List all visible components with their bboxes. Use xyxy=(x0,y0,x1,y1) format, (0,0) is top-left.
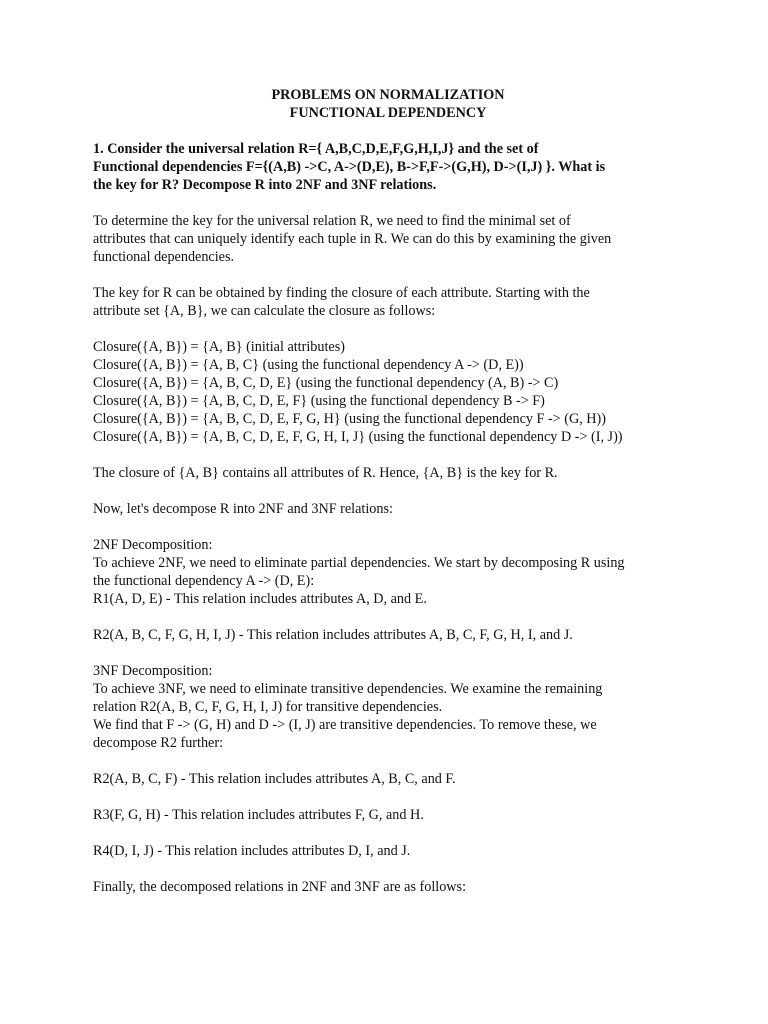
nf3-section xyxy=(93,662,683,752)
nf2-r1: R1(A, D, E) - This relation includes attributes A, D, and E. xyxy=(93,591,427,607)
closure-intro-line-2: attribute set {A, B}, we can calculate the closure as follows: xyxy=(93,303,436,319)
closure-line-4: Closure({A, B}) = {A, B, C, D, E, F} (using the functional dependency B -> F) xyxy=(93,393,545,409)
question-line-1: 1. Consider the universal relation R={ A,B,C,D,E,F,G,H,I,J} and the set of xyxy=(93,141,539,157)
spacer xyxy=(93,122,683,140)
title-line-1: PROBLEMS ON NORMALIZATION xyxy=(271,87,505,103)
final-line: Finally, the decomposed relations in 2NF and 3NF are as follows: xyxy=(93,879,467,895)
document-body xyxy=(93,86,683,896)
closure-line-1: Closure({A, B}) = {A, B} (initial attributes) xyxy=(93,339,345,355)
nf2-line-2: the functional dependency A -> (D, E): xyxy=(93,573,315,589)
spacer xyxy=(93,824,683,842)
nf3-line-2: relation R2(A, B, C, F, G, H, I, J) for transitive dependencies. xyxy=(93,699,443,715)
question xyxy=(93,140,683,194)
spacer xyxy=(93,518,683,536)
question-line-2: Functional dependencies F={(A,B) ->C, A->(D,E), B->F,F->(G,H), D->(I,J) }. What is xyxy=(93,159,606,175)
nf3-heading: 3NF Decomposition: xyxy=(93,663,213,679)
spacer xyxy=(93,446,683,464)
closure-intro-line-1: The key for R can be obtained by finding the closure of each attribute. Starting with the xyxy=(93,285,590,301)
intro-line-3: functional dependencies. xyxy=(93,249,235,265)
closure-line-2: Closure({A, B}) = {A, B, C} (using the functional dependency A -> (D, E)) xyxy=(93,357,524,373)
decompose-intro: Now, let's decompose R into 2NF and 3NF relations: xyxy=(93,501,393,517)
spacer xyxy=(93,788,683,806)
nf2-r2: R2(A, B, C, F, G, H, I, J) - This relation includes attributes A, B, C, F, G, H, I, and J. xyxy=(93,627,573,643)
closure-line-6: Closure({A, B}) = {A, B, C, D, E, F, G, H, I, J} (using the functional dependency D -> (I, J)) xyxy=(93,429,623,445)
title-line-2: FUNCTIONAL DEPENDENCY xyxy=(289,105,487,121)
closure-line-3: Closure({A, B}) = {A, B, C, D, E} (using the functional dependency (A, B) -> C) xyxy=(93,375,559,391)
spacer xyxy=(93,266,683,284)
spacer xyxy=(93,860,683,878)
spacer xyxy=(93,752,683,770)
question-line-3: the key for R? Decompose R into 2NF and 3NF relations. xyxy=(93,177,437,193)
nf2-section xyxy=(93,536,683,608)
nf3-line-3: We find that F -> (G, H) and D -> (I, J) are transitive dependencies. To remove these, we xyxy=(93,717,597,733)
spacer xyxy=(93,644,683,662)
closure-conclusion: The closure of {A, B} contains all attributes of R. Hence, {A, B} is the key for R. xyxy=(93,465,558,481)
closure-list xyxy=(93,338,683,446)
spacer xyxy=(93,320,683,338)
closure-line-5: Closure({A, B}) = {A, B, C, D, E, F, G, H} (using the functional dependency F -> (G, H)) xyxy=(93,411,606,427)
intro-paragraph xyxy=(93,212,683,266)
nf3-r2: R2(A, B, C, F) - This relation includes attributes A, B, C, and F. xyxy=(93,771,456,787)
nf2-heading: 2NF Decomposition: xyxy=(93,537,213,553)
nf3-r3: R3(F, G, H) - This relation includes attributes F, G, and H. xyxy=(93,807,424,823)
intro-line-2: attributes that can uniquely identify each tuple in R. We can do this by examining the given xyxy=(93,231,612,247)
nf3-line-1: To achieve 3NF, we need to eliminate transitive dependencies. We examine the remaining xyxy=(93,681,603,697)
spacer xyxy=(93,608,683,626)
nf2-line-1: To achieve 2NF, we need to eliminate partial dependencies. We start by decomposing R using xyxy=(93,555,625,571)
intro-line-1: To determine the key for the universal relation R, we need to find the minimal set of xyxy=(93,213,571,229)
nf3-r4: R4(D, I, J) - This relation includes attributes D, I, and J. xyxy=(93,843,411,859)
spacer xyxy=(93,482,683,500)
closure-intro-paragraph xyxy=(93,284,683,320)
document-title xyxy=(93,86,683,122)
spacer xyxy=(93,194,683,212)
nf3-line-4: decompose R2 further: xyxy=(93,735,224,751)
